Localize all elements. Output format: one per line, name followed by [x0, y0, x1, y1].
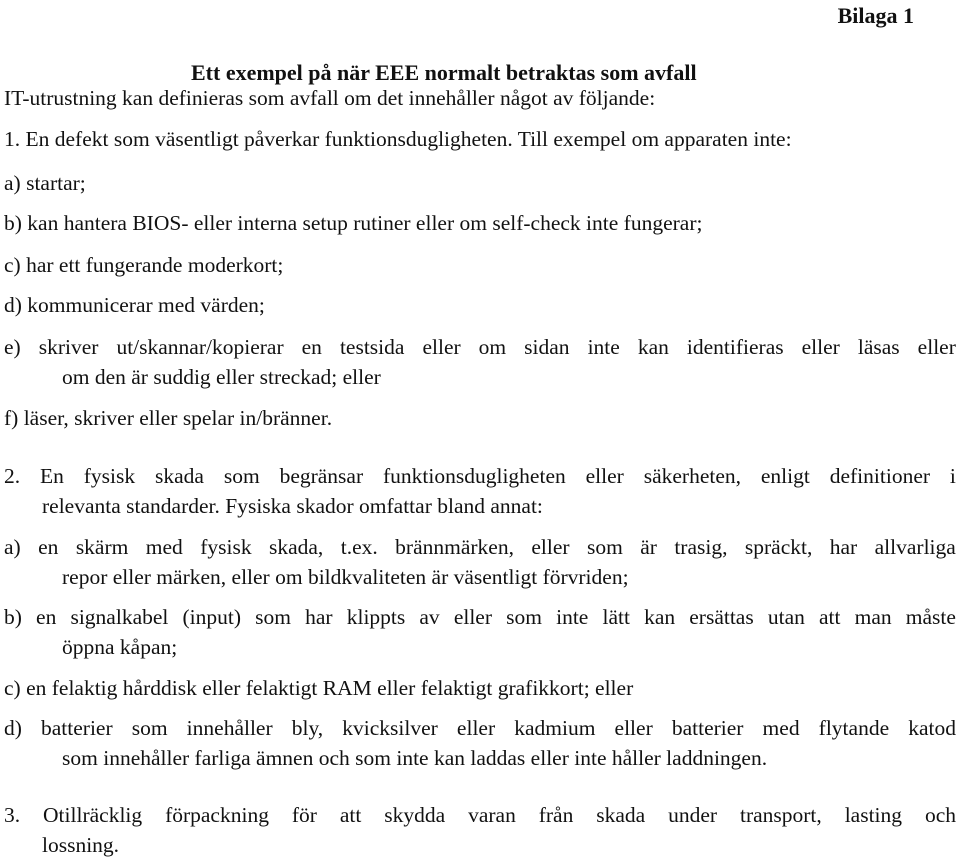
intro-text: IT-utrustning kan definieras som avfall om det innehåller något av följande:: [4, 86, 656, 110]
word: eller: [422, 335, 461, 359]
section-1-item-d: d) kommunicerar med värden;: [4, 293, 265, 317]
section-2-item-a-line-1: [4, 537, 956, 559]
word: skada,: [268, 535, 324, 559]
word: bly,: [291, 716, 324, 740]
word: signalkabel: [70, 605, 169, 629]
section-2-item-d-line-1: [4, 718, 956, 740]
word: är: [640, 535, 657, 559]
word: eller: [456, 716, 496, 740]
annex-label: Bilaga 1: [837, 3, 914, 28]
word: fysisk: [200, 535, 252, 559]
section-2-item-c: c) en felaktig hårddisk eller felaktigt RAM eller felaktigt grafikkort; eller: [4, 676, 634, 700]
word: enligt: [760, 464, 810, 488]
word: att: [339, 803, 362, 827]
word: som: [131, 716, 168, 740]
word: 3.: [4, 803, 21, 827]
word: innehåller: [186, 716, 273, 740]
word: trasig,: [674, 535, 728, 559]
word: e): [4, 335, 21, 359]
word: skriver: [38, 335, 99, 359]
word: eller: [531, 535, 570, 559]
word: och: [924, 803, 956, 827]
word: som: [506, 605, 542, 629]
word: som: [223, 464, 260, 488]
section-2-heading-line-1: [4, 466, 956, 488]
section-1-item-a: a) startar;: [4, 171, 86, 195]
word: lätt: [602, 605, 630, 629]
section-1-heading: 1. En defekt som väsentligt påverkar funktionsdugligheten. Till exempel om apparaten inte:: [4, 127, 792, 151]
word: fysisk: [83, 464, 136, 488]
word: klippts: [346, 605, 406, 629]
word: skärm: [75, 535, 129, 559]
word: förpackning: [165, 803, 269, 827]
document-title: Ett exempel på när EEE normalt betraktas som avfall: [191, 60, 697, 85]
section-2-heading-line-2: relevanta standarder. Fysiska skador omfattar bland annat:: [42, 494, 543, 518]
word: a): [4, 535, 21, 559]
word: kadmium: [514, 716, 596, 740]
section-2-item-b-line-1: [4, 607, 956, 629]
word: eller: [917, 335, 956, 359]
word: som: [255, 605, 292, 629]
word: med: [762, 716, 800, 740]
word: batterier: [671, 716, 744, 740]
word: med: [145, 535, 183, 559]
word: 2.: [4, 464, 21, 488]
word: inte: [587, 335, 620, 359]
word: identifieras: [686, 335, 784, 359]
word: från: [538, 803, 574, 827]
word: för: [291, 803, 317, 827]
word: man: [854, 605, 892, 629]
word: skada: [155, 464, 204, 488]
word: inte: [556, 605, 589, 629]
word: batterier: [41, 716, 113, 740]
word: En: [40, 464, 64, 488]
word: kan: [644, 605, 676, 629]
word: katod: [908, 716, 956, 740]
word: en: [38, 535, 59, 559]
word: eller: [585, 464, 624, 488]
word: testsida: [339, 335, 405, 359]
word: läsas: [857, 335, 900, 359]
word: brännmärken,: [395, 535, 514, 559]
word: kvicksilver: [342, 716, 438, 740]
word: av: [419, 605, 440, 629]
section-1-item-b: b) kan hantera BIOS- eller interna setup rutiner eller om self-check inte fungerar;: [4, 211, 703, 235]
word: (input): [182, 605, 242, 629]
word: begränsar: [279, 464, 364, 488]
word: i: [949, 464, 956, 488]
section-2-item-d-line-2: som innehåller farliga ämnen och som inte kan laddas eller inte håller laddningen.: [62, 746, 768, 770]
word: har: [829, 535, 858, 559]
word: säkerheten,: [643, 464, 741, 488]
word: Otillräcklig: [43, 803, 143, 827]
word: att: [819, 605, 841, 629]
word: d): [4, 716, 22, 740]
section-1-item-f: f) läser, skriver eller spelar in/bränner.: [4, 406, 333, 430]
word: kan: [637, 335, 669, 359]
section-1-item-e-line-2: om den är suddig eller streckad; eller: [62, 365, 381, 389]
word: funktionsdugligheten: [383, 464, 566, 488]
word: t.ex.: [340, 535, 378, 559]
word: eller: [614, 716, 653, 740]
word: skydda: [384, 803, 446, 827]
word: transport,: [739, 803, 822, 827]
word: skada: [596, 803, 646, 827]
word: varan: [468, 803, 516, 827]
word: en: [36, 605, 57, 629]
word: måste: [905, 605, 956, 629]
section-1-item-e-line-1: [4, 337, 956, 359]
word: lasting: [844, 803, 903, 827]
section-2-item-b-line-2: öppna kåpan;: [62, 635, 178, 659]
word: spräckt,: [744, 535, 813, 559]
word: om: [478, 335, 507, 359]
word: har: [305, 605, 333, 629]
word: ersättas: [689, 605, 754, 629]
word: utan: [767, 605, 805, 629]
word: som: [586, 535, 623, 559]
word: under: [668, 803, 718, 827]
word: ut/skannar/kopierar: [116, 335, 284, 359]
section-2-item-a-line-2: repor eller märken, eller om bildkvaliteten är väsentligt förvriden;: [62, 565, 629, 589]
word: eller: [801, 335, 840, 359]
word: allvarliga: [874, 535, 956, 559]
word: flytande: [818, 716, 890, 740]
word: eller: [453, 605, 493, 629]
section-3-line-2: lossning.: [42, 833, 120, 857]
word: en: [301, 335, 322, 359]
word: sidan: [524, 335, 570, 359]
word: b): [4, 605, 22, 629]
section-3-line-1: [4, 805, 956, 827]
word: definitioner: [829, 464, 931, 488]
section-1-item-c: c) har ett fungerande moderkort;: [4, 253, 284, 277]
